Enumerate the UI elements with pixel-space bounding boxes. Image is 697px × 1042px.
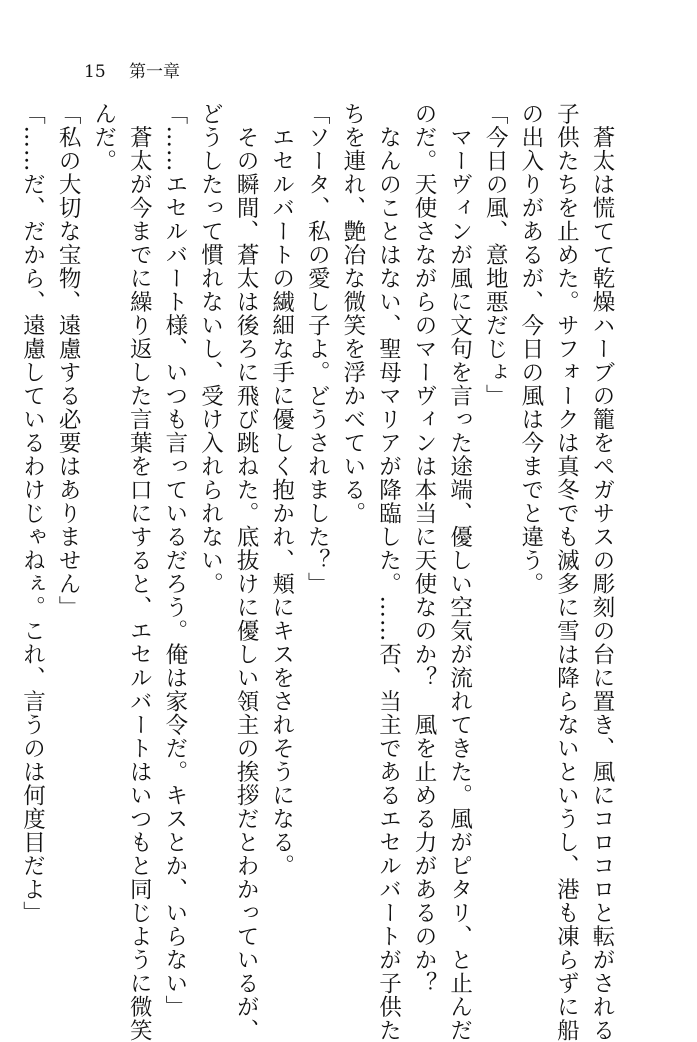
text-line: の出入りがあるが、今日の風は今までと違う。 (517, 102, 544, 596)
text-line: 「……エセルバート様、いつも言っているだろう。俺は家令だ。キスとか、いらない」 (161, 102, 188, 1019)
running-header (84, 57, 180, 82)
text-line: その瞬間、蒼太は後ろに飛び跳ねた。底抜けに優しい領主の挨拶だとわかっているが、 (233, 102, 260, 1042)
text-line: 子供たちを止めた。サフォークは真冬でも滅多に雪は降らないというし、港も凍らずに船 (553, 102, 580, 1042)
text-line: 蒼太は慌てて乾燥ハーブの籠をペガサスの彫刻の台に置き、風にコロコロと転がされる (589, 102, 615, 1042)
text-line: ちを連れ、艶冶な微笑を浮かべている。 (339, 102, 366, 525)
text-line: んだ。 (90, 102, 117, 173)
body-text (14, 102, 619, 1042)
chapter-title: 第一章 (129, 62, 181, 82)
text-line: エセルバートの繊細な手に優しく抱かれ、頬にキスをされそうになる。 (268, 102, 295, 878)
text-line: のだ。天使さながらのマーヴィンは本当に天使なのか？ 風を止める力があるのか？ (411, 102, 438, 995)
text-line: 「……だ、だから、遠慮しているわけじゃねぇ。これ、言うのは何度目だよ」 (19, 102, 46, 925)
text-line: 「私の大切な宝物、遠慮する必要はありません」 (55, 102, 82, 619)
page-number: 15 (84, 62, 106, 82)
text-line: なんのことはない、聖母マリアが降臨した。……否、当主であるエセルバートが子供た (375, 102, 402, 1042)
text-line: 蒼太が今までに繰り返した言葉を口にすると、エセルバートはいつもと同じように微笑 (126, 102, 153, 1042)
text-line: 「ソータ、私の愛し子よ。どうされました？」 (304, 102, 331, 596)
text-line: 「今日の風、意地悪だじょ」 (482, 102, 509, 408)
text-line: マーヴィンが風に文句を言った途端、優しい空気が流れてきた。風がピタリ、と止んだ (446, 102, 473, 1042)
text-line: どうしたって慣れないし、受け入れられない。 (197, 102, 224, 596)
